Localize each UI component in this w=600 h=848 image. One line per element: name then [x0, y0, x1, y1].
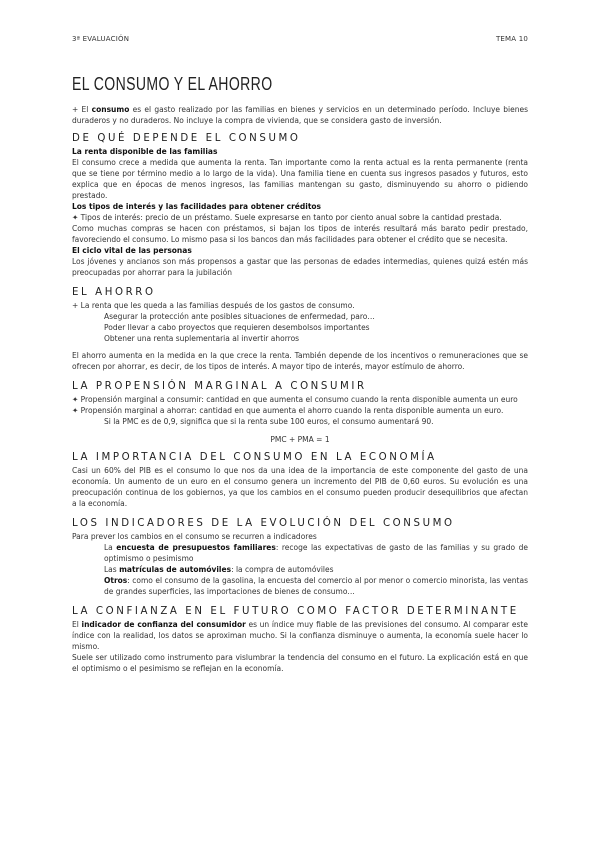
header-evaluation: 3ª EVALUACIÓN — [72, 35, 130, 43]
section-heading-propension: LA PROPENSIÓN MARGINAL A CONSUMIR — [72, 381, 367, 392]
subheading-ciclo: El ciclo vital de las personas — [72, 246, 192, 255]
paragraph-ciclo: Los jóvenes y ancianos son más propensos a gastar que las personas de edades intermedias, quienes quizá estén más preocupadas por ahorrar para la jubilación — [72, 257, 528, 277]
section-heading-importancia: LA IMPORTANCIA DEL CONSUMO EN LA ECONOMÍA — [72, 452, 437, 463]
list-item — [72, 575, 528, 597]
intro-term: consumo — [91, 105, 130, 114]
paragraph-pre: El — [72, 620, 82, 629]
list-item-term: Otros — [104, 576, 128, 585]
paragraph-importancia: Casi un 60% del PIB es el consumo lo que nos da una idea de la importancia de este componente del gasto de una economía. Un aumento de un euro en el consumo genera un incremento del PIB de 0,60 euros. Su evolución es una preocupación continua de los gobiernos, ya que los cambios en el consumo pueden producir desequilibrios que afectan a la economía. — [72, 466, 528, 508]
document-body — [72, 60, 528, 674]
intro-paragraph — [72, 104, 528, 126]
document-title: EL CONSUMO Y EL AHORRO — [72, 74, 273, 94]
section-heading-indicadores: LOS INDICADORES DE LA EVOLUCIÓN DEL CONSUMO — [72, 518, 455, 529]
list-item: Asegurar la protección ante posibles situaciones de enfermedad, paro… — [104, 312, 375, 321]
paragraph-pmc: ✦ Propensión marginal a consumir: cantidad en que aumenta el consumo cuando la renta disponible aumenta un euro — [72, 395, 518, 404]
subheading-tipos: Los tipos de interés y las facilidades para obtener créditos — [72, 202, 322, 211]
paragraph-post: es un índice muy fiable de las previsiones del consumo. Al comparar este índice con la realidad, los datos se aproximan mucho. Si la confianza disminuye o aumenta, la economía suele hacer lo mismo. — [72, 620, 528, 651]
section-heading-ahorro: EL AHORRO — [72, 287, 156, 298]
paragraph-tipos-def: ✦ Tipos de interés: precio de un préstamo. Suele expresarse en tanto por ciento anual sobre la cantidad prestada. — [72, 213, 502, 222]
paragraph-renta: El consumo crece a medida que aumenta la renta. Tan importante como la renta actual es la renta permanente (renta que se tiene por término medio a lo largo de la vida). Una familia tiene en cuenta sus ingresos pasados y futuros, esto explica que en épocas de menos ingresos, las familias mantengan su gasto, disminuyendo su ahorro o pidiendo prestado. — [72, 158, 528, 200]
header-topic: TEMA 10 — [495, 35, 528, 43]
paragraph-confianza — [72, 619, 528, 652]
page-header — [72, 35, 528, 43]
paragraph-indicadores: Para prever los cambios en el consumo se recurren a indicadores — [72, 532, 317, 541]
paragraph-term: indicador de confianza del consumidor — [81, 620, 246, 629]
paragraph-confianza-2: Suele ser utilizado como instrumento para vislumbrar la tendencia del consumo en el futuro. La explicación está en que el optimismo o el pesimismo se reflejan en la economía. — [72, 653, 528, 673]
list-item-post: : como el consumo de la gasolina, la encuesta del comercio al por menor o comercio minorista, las ventas de grandes superficies, las importaciones de bienes de consumo… — [104, 576, 528, 596]
list-item: Poder llevar a cabo proyectos que requieren desembolsos importantes — [104, 323, 370, 332]
subheading-renta: La renta disponible de las familias — [72, 147, 218, 156]
intro-text-pre: + El — [72, 105, 92, 114]
formula: PMC + PMA = 1 — [270, 435, 330, 444]
section-heading-confianza: LA CONFIANZA EN EL FUTURO COMO FACTOR DETERMINANTE — [72, 606, 519, 617]
paragraph-ahorro-def: + La renta que les queda a las familias después de los gastos de consumo. — [72, 301, 355, 310]
list-item — [72, 564, 528, 575]
list-item-pre: Las — [104, 565, 120, 574]
list-item-post: : la compra de automóviles — [231, 565, 334, 574]
intro-text-post: es el gasto realizado por las familias en bienes y servicios en un determinado período. Incluye bienes duraderos y no duraderos. No incluye la compra de vivienda, que se considera gasto de inversión. — [72, 105, 529, 125]
paragraph-tipos: Como muchas compras se hacen con préstamos, si bajan los tipos de interés resultará más barato pedir prestado, favoreciendo el consumo. Lo mismo pasa si los bancos dan más facilidades para obtener el crédito que se necesita. — [72, 224, 528, 244]
list-item-pre: La — [104, 543, 117, 552]
paragraph-ahorro: El ahorro aumenta en la medida en la que crece la renta. También depende de los incentivos o remuneraciones que se ofrecen por ahorrar, es decir, de los tipos de interés. A mayor tipo de interés, mayor estímulo de ahorro. — [72, 351, 528, 371]
paragraph-example: Si la PMC es de 0,9, significa que si la renta sube 100 euros, el consumo aumentará 90. — [104, 417, 434, 426]
section-heading-depende: DE QUÉ DEPENDE EL CONSUMO — [72, 133, 301, 144]
list-item-post: : recoge las expectativas de gasto de las familias y su grado de optimismo o pesimismo — [104, 543, 528, 563]
list-item: Obtener una renta suplementaria al invertir ahorros — [104, 334, 300, 343]
list-item — [72, 542, 528, 564]
list-item-term: encuesta de presupuestos familiares — [116, 543, 276, 552]
list-item-term: matrículas de automóviles — [119, 565, 232, 574]
paragraph-pma: ✦ Propensión marginal a ahorrar: cantidad en que aumenta el ahorro cuando la renta disponible aumenta un euro. — [72, 406, 504, 415]
